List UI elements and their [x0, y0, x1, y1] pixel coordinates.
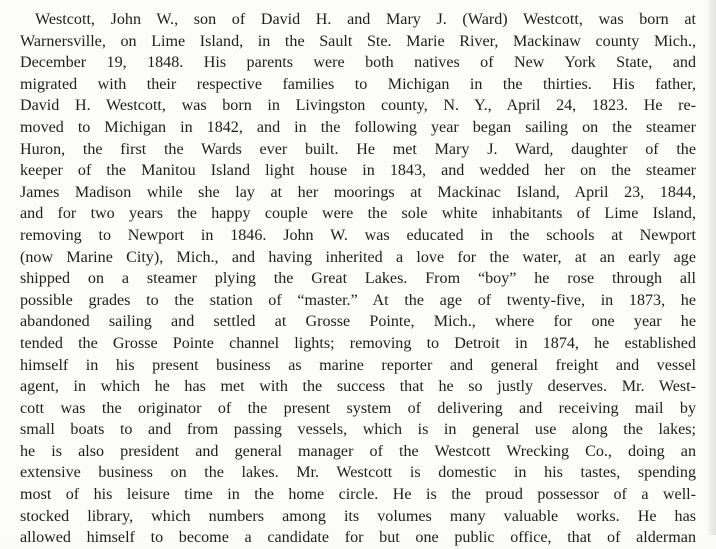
- text-line: David H. Westcott, was born in Livingston county, N. Y., April 24, 1823. He re-: [20, 97, 696, 115]
- text-line: keeper of the Manitou Island light house in 1843, and wedded her on the steamer: [20, 162, 696, 180]
- text-line: small boats to and from passing vessels, which is in general use along the lakes;: [20, 421, 696, 439]
- text-line: Westcott, John W., son of David H. and Mary J. (Ward) Westcott, was born at: [35, 11, 696, 28]
- text-line: extensive business on the lakes. Mr. Westcott is domestic in his tastes, spending: [20, 464, 696, 482]
- text-line: Huron, the first the Wards ever built. He met Mary J. Ward, daughter of the: [20, 140, 696, 158]
- text-line: he is also president and general manager of the Westcott Wrecking Co., doing an: [20, 442, 696, 460]
- text-line: James Madison while she lay at her moorings at Mackinac Island, April 23, 1844,: [20, 183, 696, 201]
- page-edge-shadow: [708, 0, 716, 535]
- text-line: stocked library, which numbers among its volumes many valuable works. He has: [20, 507, 696, 525]
- text-line: allowed himself to become a candidate for but one public office, that of alderman: [20, 529, 696, 547]
- text-line: possible grades to the station of “master.” At the age of twenty-five, in 1873, he: [20, 291, 696, 309]
- text-line: tended the Grosse Pointe channel lights; removing to Detroit in 1874, he established: [20, 334, 696, 352]
- text-line: December 19, 1848. His parents were both natives of New York State, and: [20, 54, 696, 72]
- text-line: abandoned sailing and settled at Grosse Pointe, Mich., where for one year he: [20, 313, 696, 331]
- text-line: removing to Newport in 1846. John W. was educated in the schools at Newport: [20, 226, 696, 244]
- text-line: migrated with their respective families to Michigan in the thirties. His father,: [20, 75, 696, 93]
- text-line: moved to Michigan in 1842, and in the following year began sailing on the steamer: [20, 118, 696, 136]
- text-line: Warnersville, on Lime Island, in the Sault Ste. Marie River, Mackinaw county Mich.,: [20, 32, 696, 50]
- text-line: himself in his present business as marine reporter and general freight and vessel: [20, 356, 696, 374]
- biography-paragraph: [20, 9, 696, 549]
- text-line: cott was the originator of the present system of delivering and receiving mail by: [20, 399, 696, 417]
- text-line: shipped on a steamer plying the Great Lakes. From “boy” he rose through all: [20, 270, 696, 288]
- text-line: agent, in which he has met with the success that he so justly deserves. Mr. West-: [20, 378, 696, 396]
- text-line: and for two years the happy couple were the sole white inhabitants of Lime Island,: [20, 205, 696, 223]
- text-line: (now Marine City), Mich., and having inherited a love for the water, at an early age: [20, 248, 696, 266]
- text-line: most of his leisure time in the home circle. He is the proud possessor of a well-: [20, 486, 696, 504]
